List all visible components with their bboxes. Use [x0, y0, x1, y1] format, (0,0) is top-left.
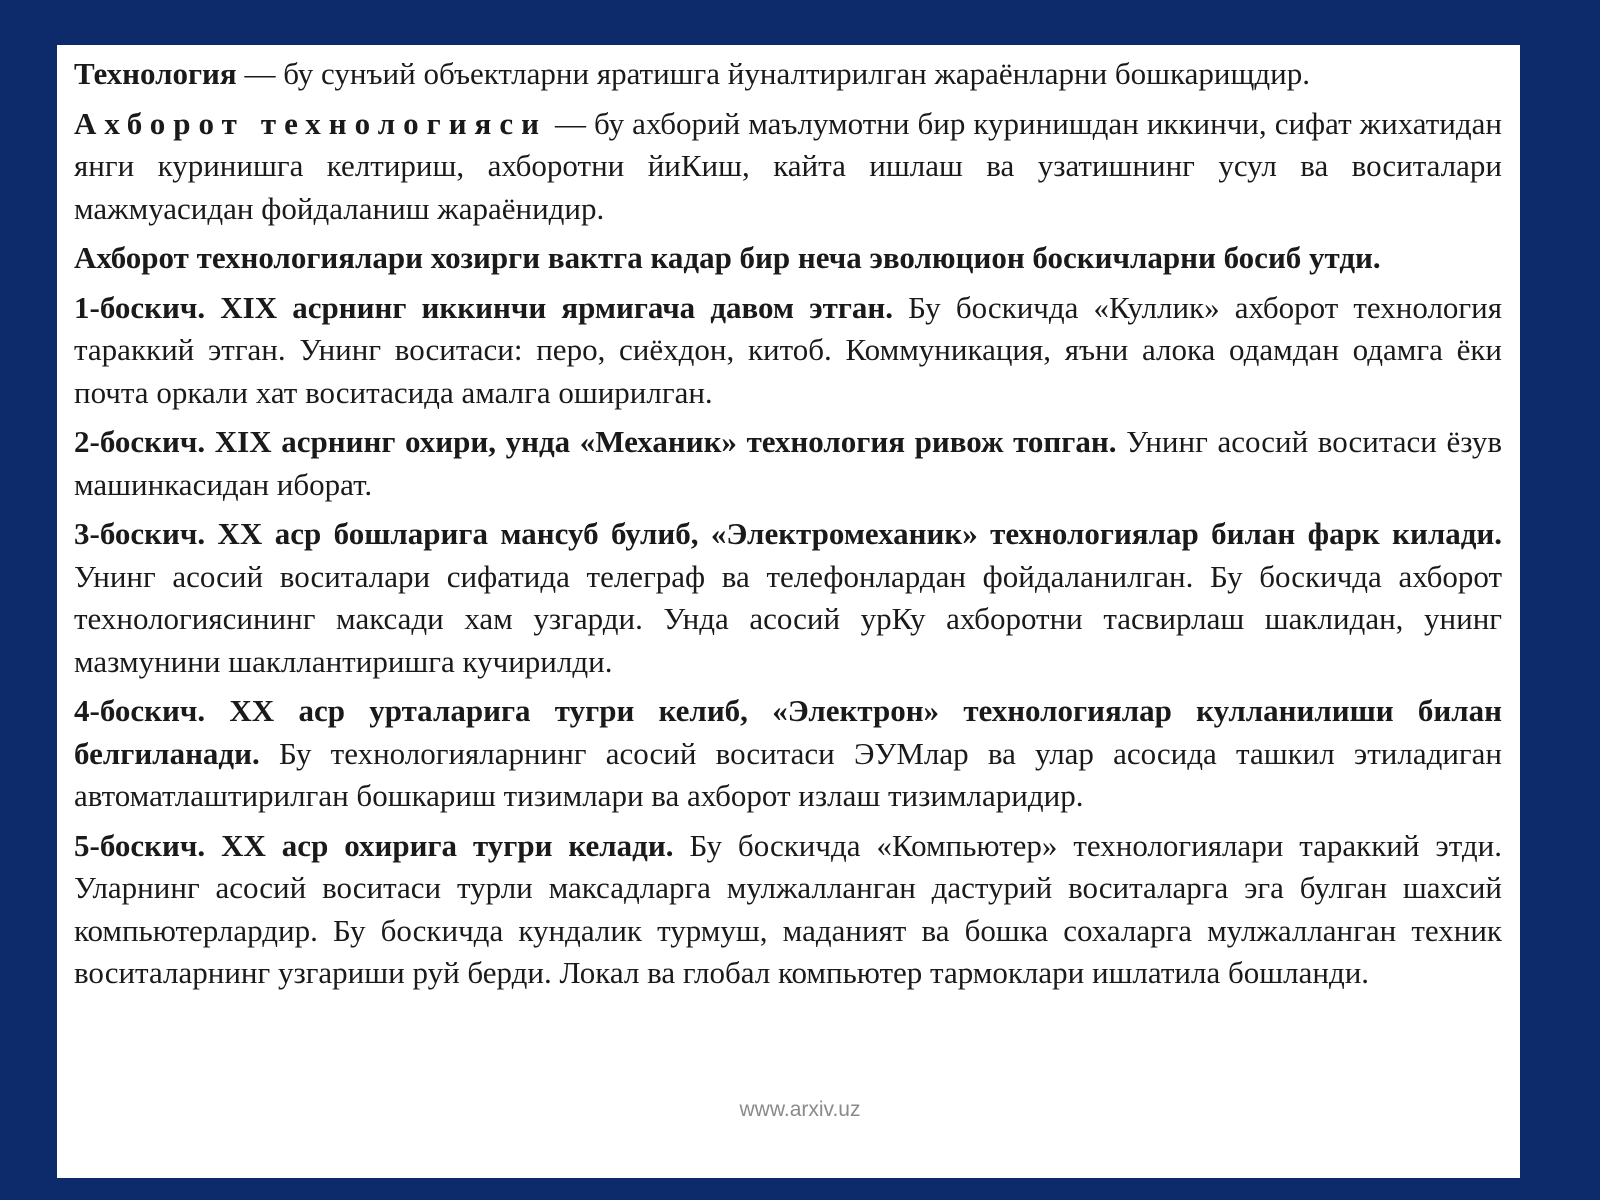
stage-4-heading: 4-боскич. XX аср урталарига тугри келиб, «Электрон» технологиялар кулланилиши билан белгиланади. — [74, 693, 1502, 771]
stage-2-text: Унинг асосий воситаси ёзув машинкасидан иборат. — [74, 424, 1503, 502]
paragraph-stage-3 — [74, 513, 1502, 683]
paragraph-stage-1 — [74, 287, 1502, 415]
paragraph-stage-5 — [74, 825, 1502, 995]
definition-text: — бу ахборий маълумотни бир куринишдан иккинчи, сифат жихатидан янги куринишга келтириш, ахборотни йиКиш, кайта ишлаш ва узатишнинг усул ва воситалари мажмуасидан фойдаланиш жараёнидир. — [74, 105, 1502, 226]
paragraph-info-technology-definition — [74, 103, 1502, 231]
term-info-technology: Ахборот технологияси — [74, 105, 547, 141]
paragraph-evolution-intro — [74, 237, 1502, 280]
paragraph-stage-2 — [74, 421, 1502, 506]
evolution-intro-text: Ахборот технологиялари хозирги вактга кадар бир неча эволюцион боскичларни босиб утди. — [74, 240, 1381, 275]
term-technology: Технология — [74, 56, 237, 91]
stage-2-heading: 2-боскич. XIX асрнинг охири, унда «Механик» технология ривож топган. — [74, 424, 1117, 459]
watermark-url: www.arxiv.uz — [739, 1098, 861, 1121]
stage-3-heading: 3-боскич. XX аср бошларига мансуб булиб, «Электромеханик» технологиялар билан фарк килади. — [74, 516, 1502, 551]
stage-1-heading: 1-боскич. XIX асрнинг иккинчи ярмигача давом этган. — [74, 289, 894, 325]
document-page — [57, 45, 1520, 1178]
definition-text: — бу сунъий объектларни яратишга йуналтирилган жараёнларни бошкарищдир. — [236, 56, 1310, 91]
paragraph-technology-definition — [74, 53, 1502, 96]
stage-5-heading: 5-боскич. XX аср охирига тугри келади. — [74, 827, 674, 863]
paragraph-stage-4 — [74, 690, 1502, 818]
stage-1-text: Бу боскичда «Куллик» ахборот технология тараккий этган. Унинг воситаси: перо, сиёхдон, китоб. Коммуникация, яъни алока одамдан одамга ёки почта оркали хат воситасида амалга оширилган. — [74, 289, 1502, 410]
stage-3-text: Унинг асосий воситалари сифатида телеграф ва телефонлардан фойдаланилган. Бу боскичда ахборот технологиясининг максади хам узгарди. Унда асосий урКу ахборотни тасвирлаш шаклидан, унинг мазмунини шакллантиришга кучирилди. — [74, 558, 1502, 679]
stage-5-text: Бу боскичда «Компьютер» технологиялари тараккий этди. Уларнинг асосий воситаси турли максадларга мулжалланган дастурий воситаларга эга булган шахсий компьютерлардир. Бу боскичда кундалик турмуш, маданият ва бошка сохаларга мулжалланган техник воситаларнинг узгариши руй берди. Локал ва глобал компьютер тармоклари ишлатила бошланди. — [74, 827, 1502, 990]
stage-4-text: Бу технологияларнинг асосий воситаси ЭУМлар ва улар асосида ташкил этиладиган автоматлаштирилган бошкариш тизимлари ва ахборот излаш тизимларидир. — [74, 735, 1502, 813]
